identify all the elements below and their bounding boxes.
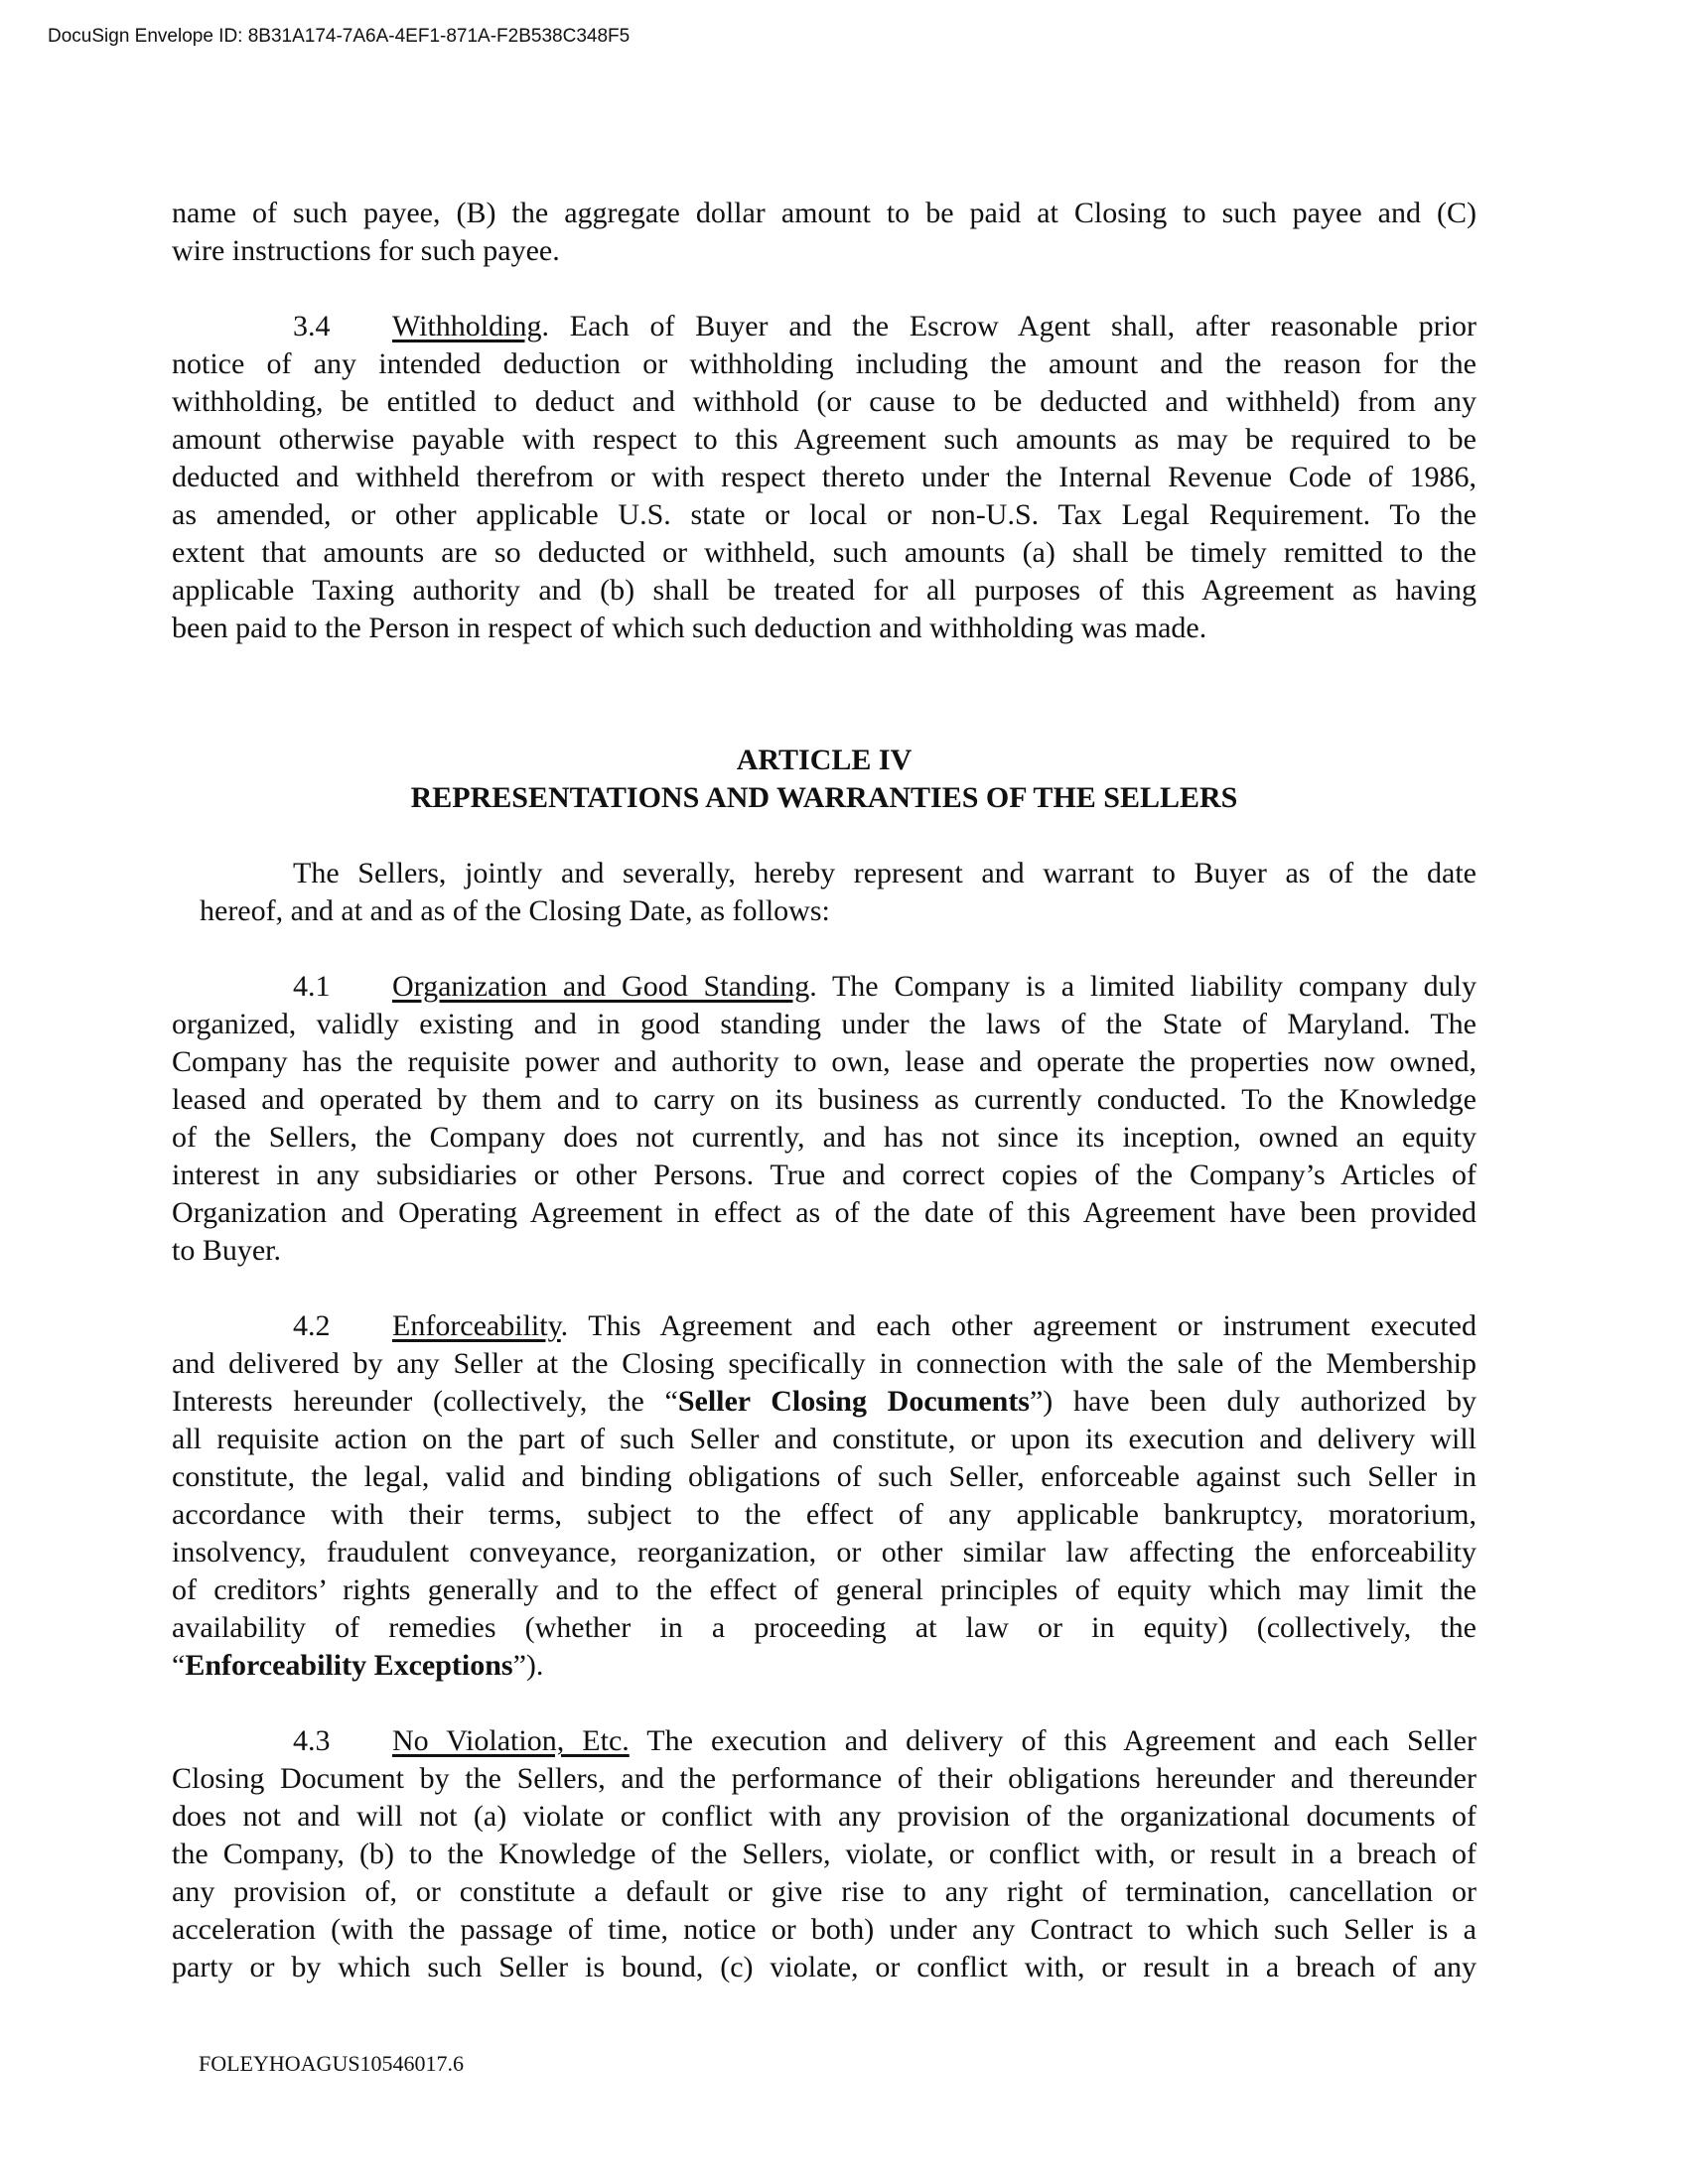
- text-line: [172, 1647, 1477, 1685]
- text-line: [172, 1383, 1477, 1421]
- section-number: 4.3: [293, 1724, 331, 1757]
- section-number: 3.4: [293, 310, 331, 342]
- text-line: interest in any subsidiaries or other Persons. True and correct copies of the Company’s Articles of: [172, 1159, 1477, 1191]
- text-line: organized, validly existing and in good standing under the laws of the State of Maryland. The: [172, 1008, 1477, 1040]
- text-line: amount otherwise payable with respect to this Agreement such amounts as may be required to be: [172, 423, 1477, 456]
- text-fragment: The execution and delivery of this Agreement and each Seller: [629, 1724, 1477, 1757]
- text-line: party or by which such Seller is bound, (c) violate, or conflict with, or result in a breach of any: [172, 1951, 1477, 1983]
- section-4-2: [172, 1307, 1477, 1685]
- text-line: insolvency, fraudulent conveyance, reorganization, or other similar law affecting the enforceability: [172, 1536, 1477, 1569]
- text-line: name of such payee, (B) the aggregate dollar amount to be paid at Closing to such payee and (C): [172, 197, 1477, 229]
- spacer: [172, 685, 1477, 742]
- section-title: Withholding: [392, 310, 542, 342]
- text-line: availability of remedies (whether in a proceeding at law or in equity) (collectively, the: [172, 1611, 1477, 1644]
- text-line: been paid to the Person in respect of which such deduction and withholding was made.: [172, 612, 1207, 644]
- text-line: any provision of, or constitute a default or give rise to any right of termination, cancellation or: [172, 1875, 1477, 1908]
- article-number: ARTICLE IV: [736, 744, 913, 776]
- section-3-4: [172, 308, 1477, 647]
- article-intro: [172, 855, 1477, 930]
- text-line: extent that amounts are so deducted or withheld, such amounts (a) shall be timely remitted to the: [172, 536, 1477, 569]
- text-line: constitute, the legal, valid and binding obligations of such Seller, enforceable against such Seller in: [172, 1460, 1477, 1493]
- text-fragment: . This Agreement and each other agreement or instrument executed: [560, 1309, 1477, 1342]
- section-heading-line: [172, 1722, 1477, 1760]
- footer-document-id: FOLEYHOAGUS10546017.6: [199, 2051, 465, 2076]
- defined-term: Seller Closing Documents: [677, 1385, 1030, 1418]
- section-4-3: [172, 1722, 1477, 1986]
- text-line: hereof, and at and as of the Closing Date, as follows:: [200, 894, 830, 927]
- text-fragment: . The Company is a limited liability company duly: [809, 970, 1477, 1003]
- section-number: 4.1: [293, 970, 331, 1003]
- text-line: acceleration (with the passage of time, notice or both) under any Contract to which such Seller is a: [172, 1913, 1477, 1946]
- text-line: withholding, be entitled to deduct and withhold (or cause to be deducted and withheld) from any: [172, 385, 1477, 418]
- text-fragment: ”) have been duly authorized by: [1029, 1385, 1477, 1418]
- section-title: Enforceability: [392, 1309, 561, 1342]
- text-line: Company has the requisite power and authority to own, lease and operate the properties now owned,: [172, 1045, 1477, 1078]
- section-heading-line: [172, 968, 1477, 1006]
- defined-term: Enforceability Exceptions: [185, 1649, 513, 1682]
- continuation-paragraph: [172, 195, 1477, 270]
- text-line: as amended, or other applicable U.S. state or local or non-U.S. Tax Legal Requirement. To the: [172, 498, 1477, 531]
- text-fragment: Interests hereunder (collectively, the “: [172, 1385, 678, 1418]
- text-fragment: ”).: [512, 1649, 544, 1682]
- text-line: all requisite action on the part of such Seller and constitute, or upon its execution and delivery will: [172, 1423, 1477, 1455]
- text-fragment: “: [172, 1649, 186, 1682]
- text-line: the Company, (b) to the Knowledge of the Sellers, violate, or conflict with, or result in a breach of: [172, 1838, 1477, 1870]
- article-heading: [172, 742, 1477, 817]
- text-line: deducted and withheld therefrom or with respect thereto under the Internal Revenue Code of 1986,: [172, 461, 1477, 493]
- text-line: The Sellers, jointly and severally, hereby represent and warrant to Buyer as of the date: [293, 857, 1477, 889]
- text-line: applicable Taxing authority and (b) shall be treated for all purposes of this Agreement as having: [172, 574, 1477, 607]
- section-title: No Violation, Etc.: [392, 1724, 630, 1757]
- text-line: accordance with their terms, subject to the effect of any applicable bankruptcy, moratorium,: [172, 1498, 1477, 1531]
- text-line: to Buyer.: [172, 1234, 281, 1267]
- text-line: of creditors’ rights generally and to the effect of general principles of equity which may limit the: [172, 1573, 1477, 1606]
- section-heading-line: [172, 1307, 1477, 1345]
- text-line: does not and will not (a) violate or conflict with any provision of the organizational documents of: [172, 1800, 1477, 1833]
- section-4-1: [172, 968, 1477, 1270]
- text-line: of the Sellers, the Company does not currently, and has not since its inception, owned an equity: [172, 1121, 1477, 1154]
- text-line: Closing Document by the Sellers, and the performance of their obligations hereunder and thereunder: [172, 1762, 1477, 1795]
- text-line: wire instructions for such payee.: [172, 234, 560, 267]
- document-page: [172, 195, 1477, 2024]
- text-line: leased and operated by them and to carry on its business as currently conducted. To the Knowledge: [172, 1083, 1477, 1116]
- section-number: 4.2: [293, 1309, 331, 1342]
- text-line: and delivered by any Seller at the Closing specifically in connection with the sale of the Membership: [172, 1347, 1477, 1380]
- docusign-envelope-id: DocuSign Envelope ID: 8B31A174-7A6A-4EF1-871A-F2B538C348F5: [48, 26, 631, 47]
- text-line: Organization and Operating Agreement in effect as of the date of this Agreement have been provided: [172, 1196, 1477, 1229]
- article-title: REPRESENTATIONS AND WARRANTIES OF THE SELLERS: [410, 781, 1238, 814]
- section-heading-line: [172, 308, 1477, 345]
- section-title: Organization and Good Standing: [392, 970, 810, 1003]
- text-line: notice of any intended deduction or withholding including the amount and the reason for the: [172, 347, 1477, 380]
- text-fragment: . Each of Buyer and the Escrow Agent shall, after reasonable prior: [541, 310, 1477, 342]
